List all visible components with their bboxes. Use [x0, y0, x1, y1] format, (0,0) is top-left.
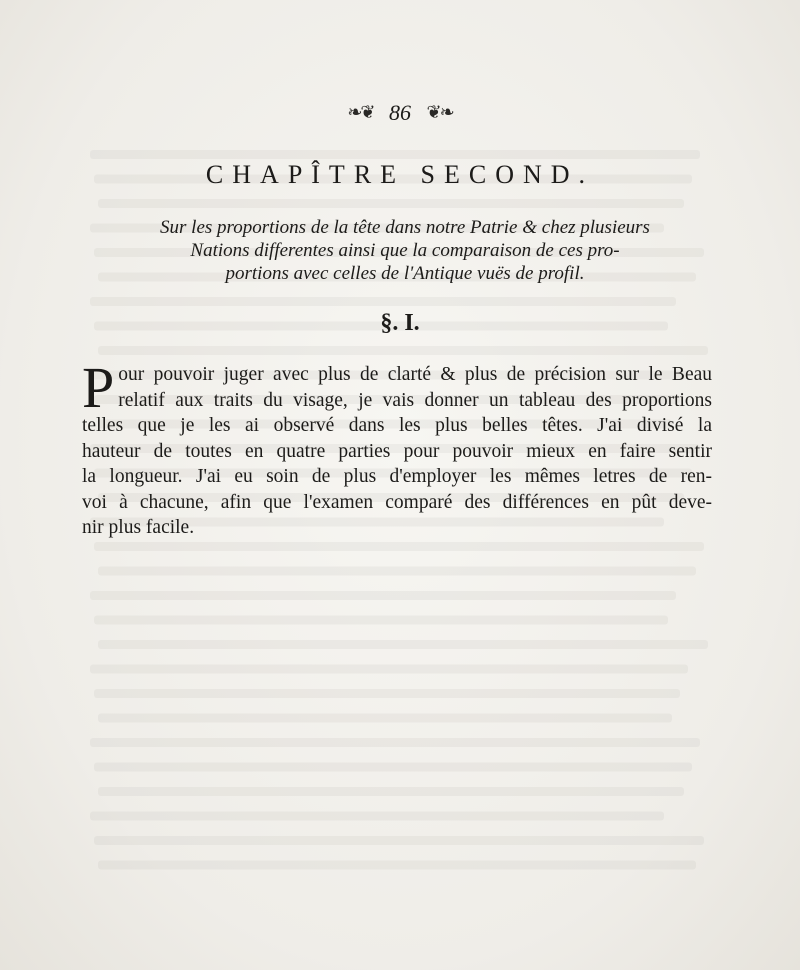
paragraph-line: relatif aux traits du visage, je vais donner un tableau des proportions	[118, 389, 712, 411]
ghost-line	[98, 640, 708, 649]
paragraph-line: our pouvoir juger avec plus de clarté & plus de précision sur le Beau	[118, 364, 712, 385]
ghost-line	[94, 616, 668, 625]
subtitle-line: Sur les proportions de la tête dans notre Patrie & chez plusieurs	[160, 217, 650, 238]
paragraph-line: nir plus facile.	[82, 517, 195, 538]
paragraph-line: hauteur de toutes en quatre parties pour pouvoir mieux en faire sentir	[82, 440, 712, 462]
ghost-line	[90, 150, 700, 159]
fleuron-ornament-left: ❧❦	[347, 102, 374, 123]
chapter-title: CHAPÎTRE SECOND.	[205, 160, 595, 189]
ghost-line	[98, 199, 684, 208]
paragraph-line: telles que je les ai observé dans les plus belles têtes. J'ai divisé la	[82, 415, 712, 436]
drop-cap: P	[82, 355, 115, 420]
ghost-line	[98, 861, 696, 870]
ghost-line	[98, 567, 696, 576]
page-number: 86	[389, 99, 411, 125]
paragraph-line: la longueur. J'ai eu soin de plus d'employer les mêmes letres de ren-	[82, 466, 712, 487]
subtitle-line: portions avec celles de l'Antique vuës de profil.	[225, 263, 585, 284]
ghost-line	[94, 689, 680, 698]
ghost-line	[94, 763, 692, 772]
chapter-subtitle	[100, 216, 710, 285]
ghost-line	[98, 346, 708, 355]
body-paragraph	[82, 355, 712, 541]
ghost-line	[90, 591, 676, 600]
ghost-line	[90, 297, 676, 306]
ghost-line	[94, 542, 704, 551]
ghost-line	[90, 665, 688, 674]
page-header	[0, 98, 800, 126]
ghost-line	[90, 738, 700, 747]
subtitle-line: Nations differentes ainsi que la comparaison de ces pro-	[190, 240, 620, 261]
fleuron-ornament-right: ❦❧	[426, 102, 453, 123]
ghost-line	[90, 812, 664, 821]
paragraph-line: voi à chacune, afin que l'examen comparé des différences en pût deve-	[82, 491, 712, 513]
ghost-line	[98, 787, 684, 796]
ghost-line	[94, 836, 704, 845]
ghost-line	[98, 714, 672, 723]
section-heading: §. I.	[380, 310, 420, 336]
